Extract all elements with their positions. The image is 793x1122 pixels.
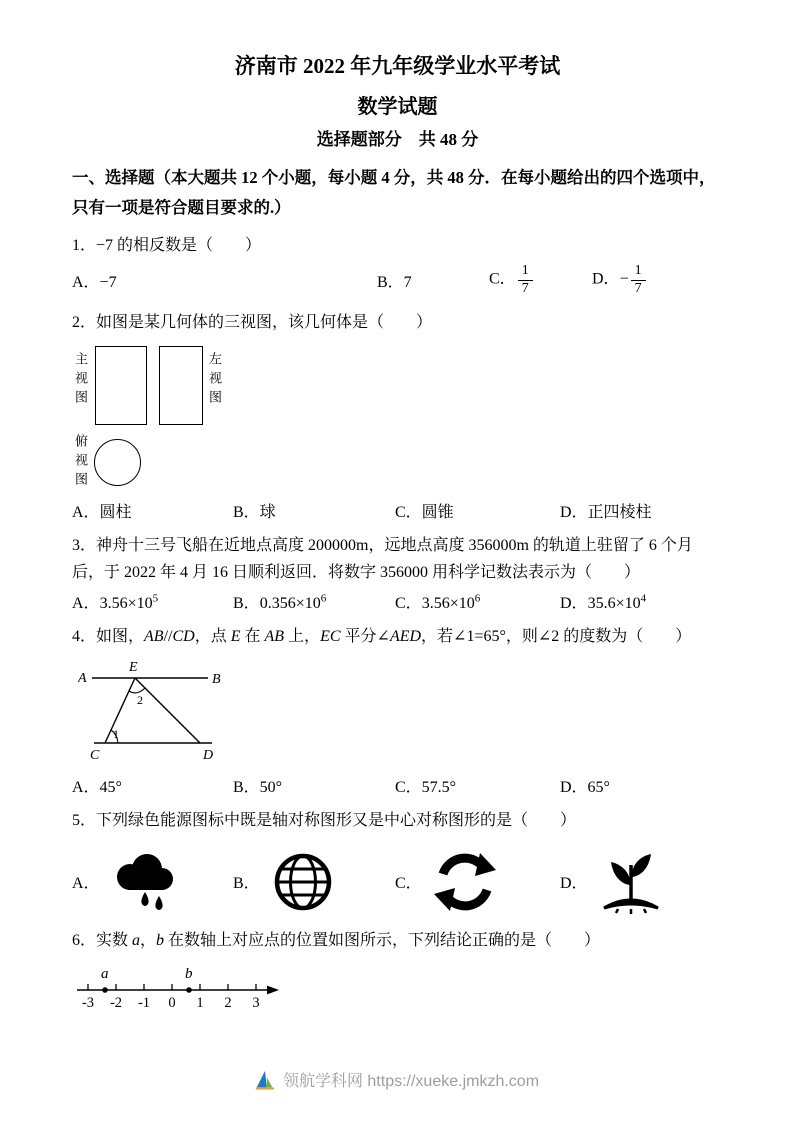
question-6-numberline [74, 962, 304, 1012]
vertex-label-e: E [129, 660, 138, 676]
q3-option-a [72, 590, 233, 613]
q5-option-a [72, 850, 233, 914]
q2-option-c: C．圆锥 [395, 503, 454, 521]
q2-option-b: B．球 [233, 503, 276, 521]
footer-site-text: 领航学科网 https://xueke.jmkzh.com [282, 1073, 540, 1090]
tick-label: 1 [196, 994, 204, 1011]
math-variable: CD [172, 628, 195, 646]
scientific-base: 35.6×10 [587, 595, 641, 613]
exam-subtitle: 数学试题 [357, 96, 438, 119]
tick-label: -2 [109, 994, 123, 1011]
math-variable: AB [144, 628, 164, 646]
q1-option-d [592, 263, 723, 296]
q3-option-c-label: C． [395, 595, 422, 613]
question-3-stem: 3．神舟十三号飞船在近地点高度 200000m，远地点高度 356000m 的轨道上驻留了 6 个月后，于 2022 年 4 月 16 日顺利返回．将数字 356000 用科学记数法表示为（ ） [72, 536, 693, 582]
math-variable: EC [320, 628, 341, 646]
q2-option-d: D．正四棱柱 [560, 503, 652, 521]
q5-option-d-label: D． [560, 875, 588, 893]
globe-icon [268, 847, 338, 917]
vertex-label-a: A [78, 671, 87, 687]
angle-1-label: 1 [113, 727, 119, 742]
stem-text: 6．实数 [72, 931, 133, 949]
fraction-one-seventh-negative [631, 263, 646, 296]
point-a-label: a [101, 965, 109, 982]
q5-option-a-label: A． [72, 875, 100, 893]
math-variable: b [156, 931, 165, 949]
question-4-geometry-diagram [78, 658, 238, 770]
fraction-numerator: 1 [518, 263, 533, 280]
section-header: 选择题部分 共 48 分 [316, 130, 479, 150]
q4-option-d: D．65° [560, 779, 610, 797]
front-view-label: 主视图 [73, 351, 88, 409]
q3-option-d-label: D． [560, 595, 588, 613]
left-view-label: 左视图 [207, 351, 222, 409]
q3-option-b-label: B． [233, 595, 260, 613]
q3-option-a-label: A． [72, 595, 100, 613]
q1-option-b: B．7 [377, 273, 412, 291]
question-5 [72, 807, 723, 916]
scientific-base: 0.356×10 [259, 595, 321, 613]
fraction-one-seventh [518, 263, 533, 296]
stem-text: 上， [284, 628, 321, 646]
footer-logo-icon [254, 1069, 276, 1091]
question-5-stem: 5．下列绿色能源图标中既是轴对称图形又是中心对称图形的是（ ） [72, 812, 577, 830]
scientific-exponent: 6 [320, 592, 327, 605]
scientific-exponent: 4 [640, 592, 647, 605]
stem-text: ， [140, 931, 157, 949]
q3-option-c [395, 590, 560, 613]
left-view-rectangle [159, 346, 203, 425]
stem-text: 在数轴上对应点的位置如图所示，下列结论正确的是（ ） [164, 931, 601, 949]
question-3-options [72, 590, 723, 613]
stem-text: ，点 [194, 628, 231, 646]
question-4 [72, 623, 723, 797]
tick-label: -3 [81, 994, 95, 1011]
q1-option-c-label: C． [489, 270, 516, 288]
scientific-exponent: 5 [152, 592, 159, 605]
question-4-options [72, 774, 723, 797]
question-2-stem: 2．如图是某几何体的三视图，该几何体是（ ） [72, 313, 433, 331]
point-a-dot [102, 987, 108, 993]
stem-text: 平分∠ [340, 628, 390, 646]
question-6 [72, 927, 723, 1012]
q5-option-d [560, 847, 723, 917]
stem-text: // [163, 628, 173, 646]
question-4-stem [72, 623, 723, 650]
footer [0, 1068, 793, 1091]
tick-label: -1 [137, 994, 151, 1011]
top-view-circle [94, 439, 141, 486]
q3-option-d [560, 590, 723, 613]
math-variable: AED [389, 628, 422, 646]
q4-option-b: B．50° [233, 779, 283, 797]
scientific-exponent: 6 [474, 592, 481, 605]
math-variable: E [230, 628, 241, 646]
vertex-label-c: C [90, 748, 100, 764]
vertex-label-b: B [212, 672, 221, 688]
math-variable: a [132, 931, 141, 949]
numberline-arrowhead [267, 985, 279, 994]
q1-option-d-label: D． [592, 270, 620, 288]
exam-title: 济南市 2022 年九年级学业水平考试 [234, 54, 561, 78]
minus-sign: − [619, 270, 629, 288]
q5-option-b [233, 847, 395, 917]
question-1-stem: 1．−7 的相反数是（ ） [72, 237, 262, 255]
scientific-base: 3.56×10 [99, 595, 153, 613]
math-variable: AB [264, 628, 285, 646]
q5-option-c [395, 847, 560, 917]
fraction-denominator: 7 [634, 280, 642, 296]
tick-label: 2 [224, 994, 232, 1011]
tick-label: 3 [252, 994, 260, 1011]
exam-instructions: 一、选择题（本大题共 12 个小题，每小题 4 分，共 48 分．在每小题给出的四个选项中，只有一项是符合题目要求的.） [72, 167, 716, 217]
stem-text: 4．如图， [72, 628, 145, 646]
question-1-options [72, 263, 723, 296]
question-2-options [72, 499, 723, 522]
recycle-arrows-icon [430, 847, 500, 917]
point-b-dot [186, 987, 192, 993]
q1-option-a: A．−7 [72, 273, 117, 291]
q3-option-b [233, 590, 395, 613]
question-2 [72, 309, 723, 522]
scientific-base: 3.56×10 [421, 595, 475, 613]
q4-option-c: C．57.5° [395, 779, 457, 797]
stem-text: ，若∠1=65°，则∠2 的度数为（ ） [421, 628, 692, 646]
three-view-diagram [74, 346, 723, 491]
question-5-options [72, 847, 723, 917]
question-6-stem [72, 927, 723, 954]
q5-option-b-label: B． [233, 875, 260, 893]
fraction-numerator: 1 [631, 263, 646, 280]
plant-sprout-icon [596, 847, 666, 917]
fraction-denominator: 7 [521, 280, 529, 296]
question-1 [72, 232, 723, 296]
q5-option-c-label: C． [395, 875, 422, 893]
stem-text: 在 [240, 628, 265, 646]
cloud-raindrops-icon [108, 850, 180, 914]
front-left-views-row [74, 346, 723, 425]
top-view-row [74, 434, 723, 491]
tick-label: 0 [168, 994, 176, 1011]
q2-option-a: A．圆柱 [72, 503, 132, 521]
question-3 [72, 532, 723, 613]
top-view-label: 俯视图 [73, 433, 88, 491]
vertex-label-d: D [203, 748, 214, 764]
point-b-label: b [185, 965, 193, 982]
angle-2-label: 2 [137, 693, 143, 708]
q1-option-c [489, 263, 592, 296]
front-view-rectangle [95, 346, 147, 425]
q4-option-a: A．45° [72, 779, 122, 797]
